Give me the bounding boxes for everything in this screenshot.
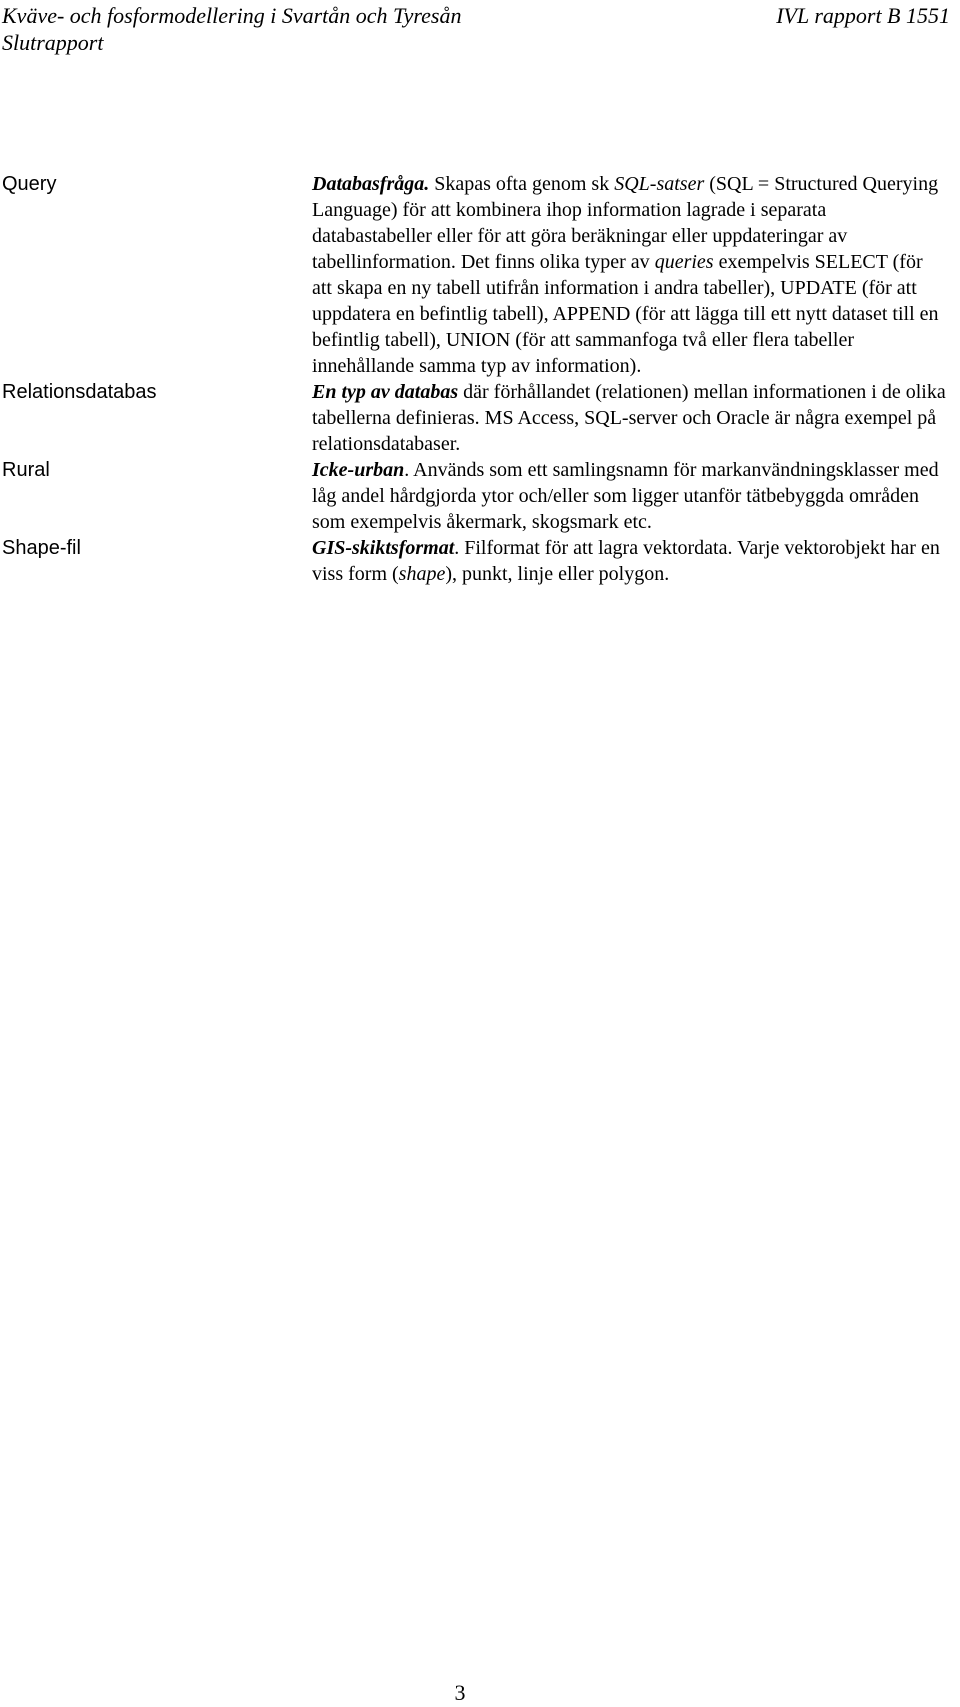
- definition-text: SQL-satser: [614, 173, 705, 195]
- glossary-definition: [312, 457, 950, 535]
- glossary-definition: [312, 379, 950, 457]
- definition-text: Icke-urban: [312, 459, 405, 481]
- glossary-term: Rural: [2, 459, 50, 481]
- definition-text: . Filformat för att lagra vektordata. Varje vektorobjekt har en viss form (: [312, 537, 940, 585]
- glossary-definition: [312, 535, 950, 587]
- page-number: 3: [454, 1680, 466, 1705]
- page-header: [2, 2, 950, 56]
- report-number: IVL rapport B 1551: [776, 3, 950, 28]
- document-title: Kväve- och fosformodellering i Svartån och Tyresån: [2, 3, 462, 28]
- definition-text: En typ av databas: [312, 381, 459, 403]
- definition-text: exempelvis SELECT (för att skapa en ny tabell utifrån information i andra tabeller), UPDATE (för att uppdatera en befintlig tabell), APPEND (för att lägga till ett nytt dataset till en befintlig tabell), UNION (för att sammanfoga två eller flera tabeller innehållande samma typ av information).: [312, 251, 939, 377]
- definition-text: shape: [398, 563, 446, 585]
- glossary-entry: [2, 457, 950, 535]
- document-subtitle: Slutrapport: [2, 30, 104, 55]
- definition-text: queries: [654, 251, 714, 273]
- glossary-entry: [2, 535, 950, 587]
- definition-text: GIS-skiktsformat: [312, 537, 455, 559]
- glossary-term: Relationsdatabas: [2, 381, 157, 403]
- glossary-term: Query: [2, 173, 57, 195]
- glossary-list: [2, 171, 950, 587]
- definition-text: ), punkt, linje eller polygon.: [445, 563, 670, 585]
- definition-text: (SQL = Structured Querying Language) för att kombinera ihop information lagrade i separata databastabeller eller för att göra beräkningar eller uppdateringar av tabellinformation. Det finns olika typer av: [312, 173, 939, 273]
- glossary-entry: [2, 171, 950, 379]
- glossary-term: Shape-fil: [2, 537, 81, 559]
- glossary-entry: [2, 379, 950, 457]
- definition-text: Databasfråga.: [312, 173, 430, 195]
- header-row: [2, 2, 950, 29]
- glossary-definition: [312, 171, 950, 379]
- definition-text: där förhållandet (relationen) mellan informationen i de olika tabellerna definieras. MS Access, SQL-server och Oracle är några exempel på relationsdatabaser.: [312, 381, 946, 455]
- definition-text: Skapas ofta genom sk: [429, 173, 615, 195]
- definition-text: . Används som ett samlingsnamn för markanvändningsklasser med låg andel hårdgjorda ytor och/eller som ligger utanför tätbebyggda områden som exempelvis åkermark, skogsmark etc.: [312, 459, 939, 533]
